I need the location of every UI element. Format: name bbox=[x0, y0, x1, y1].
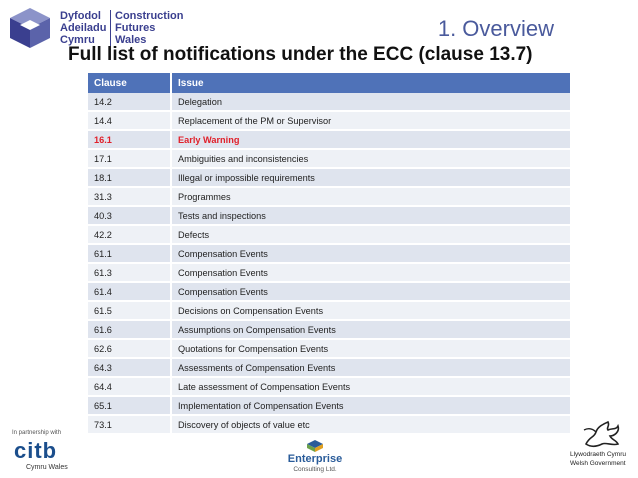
issue-cell: Decisions on Compensation Events bbox=[171, 301, 570, 320]
dragon-icon bbox=[582, 418, 622, 450]
issue-cell: Discovery of objects of value etc bbox=[171, 415, 570, 434]
table-row bbox=[88, 244, 570, 263]
issue-cell: Assumptions on Compensation Events bbox=[171, 320, 570, 339]
welsh-government-welsh: Llywodraeth Cymru bbox=[570, 451, 626, 458]
table-header-row bbox=[88, 73, 570, 93]
citb-wordmark: citb bbox=[14, 438, 58, 463]
clause-cell: 16.1 bbox=[88, 130, 171, 149]
table-row bbox=[88, 396, 570, 415]
table-row bbox=[88, 149, 570, 168]
logo-welsh bbox=[60, 10, 110, 46]
issue-cell: Delegation bbox=[171, 93, 570, 111]
clause-cell: 65.1 bbox=[88, 396, 171, 415]
cube-logo-icon bbox=[8, 6, 52, 50]
citb-logo bbox=[12, 430, 82, 474]
issue-cell: Illegal or impossible requirements bbox=[171, 168, 570, 187]
table-row bbox=[88, 415, 570, 434]
table-row bbox=[88, 320, 570, 339]
table-row bbox=[88, 282, 570, 301]
column-header-clause: Clause bbox=[88, 73, 171, 93]
clause-cell: 61.3 bbox=[88, 263, 171, 282]
clause-cell: 17.1 bbox=[88, 149, 171, 168]
issue-cell: Assessments of Compensation Events bbox=[171, 358, 570, 377]
logo-english-line-1: Construction bbox=[115, 10, 184, 22]
logo-welsh-line-1: Dyfodol bbox=[60, 10, 101, 22]
table-row bbox=[88, 93, 570, 111]
clause-cell: 61.1 bbox=[88, 244, 171, 263]
issue-cell: Late assessment of Compensation Events bbox=[171, 377, 570, 396]
logo-separator bbox=[110, 10, 111, 46]
enterprise-subtitle: Consulting Ltd. bbox=[293, 466, 337, 473]
page-title: Full list of notifications under the ECC (clause 13.7) bbox=[68, 44, 533, 65]
enterprise-crest-icon bbox=[307, 440, 323, 452]
welsh-government-english: Welsh Government bbox=[570, 460, 626, 467]
issue-cell: Early Warning bbox=[171, 130, 570, 149]
clause-cell: 40.3 bbox=[88, 206, 171, 225]
section-label: 1. Overview bbox=[437, 16, 554, 41]
table-row bbox=[88, 206, 570, 225]
logo-welsh-line-3: Cymru bbox=[60, 34, 95, 46]
table-row bbox=[88, 301, 570, 320]
issue-cell: Tests and inspections bbox=[171, 206, 570, 225]
table-row bbox=[88, 130, 570, 149]
logo-english-line-2: Futures bbox=[115, 22, 156, 34]
issue-cell: Implementation of Compensation Events bbox=[171, 396, 570, 415]
column-header-issue: Issue bbox=[171, 73, 570, 93]
clause-cell: 61.4 bbox=[88, 282, 171, 301]
issue-cell: Compensation Events bbox=[171, 244, 570, 263]
citb-subtitle: Cymru Wales bbox=[26, 464, 68, 471]
issue-cell: Quotations for Compensation Events bbox=[171, 339, 570, 358]
clause-cell: 73.1 bbox=[88, 415, 171, 434]
clause-cell: 14.4 bbox=[88, 111, 171, 130]
table-row bbox=[88, 263, 570, 282]
table-row bbox=[88, 358, 570, 377]
clause-cell: 61.5 bbox=[88, 301, 171, 320]
issue-cell: Compensation Events bbox=[171, 282, 570, 301]
logo-welsh-line-2: Adeiladu bbox=[60, 22, 107, 34]
notifications-table bbox=[88, 73, 570, 435]
welsh-government-logo bbox=[570, 418, 636, 476]
logo-english bbox=[115, 10, 195, 46]
clause-cell: 18.1 bbox=[88, 168, 171, 187]
partnership-text: In partnership with bbox=[12, 430, 62, 436]
enterprise-name: Enterprise bbox=[287, 453, 343, 465]
table-row bbox=[88, 187, 570, 206]
clause-cell: 64.3 bbox=[88, 358, 171, 377]
clause-cell: 61.6 bbox=[88, 320, 171, 339]
issue-cell: Compensation Events bbox=[171, 263, 570, 282]
clause-cell: 62.6 bbox=[88, 339, 171, 358]
issue-cell: Programmes bbox=[171, 187, 570, 206]
issue-cell: Replacement of the PM or Supervisor bbox=[171, 111, 570, 130]
table-row bbox=[88, 377, 570, 396]
enterprise-logo bbox=[270, 440, 360, 476]
logo-english-line-3: Wales bbox=[115, 34, 147, 46]
issue-cell: Defects bbox=[171, 225, 570, 244]
table-row bbox=[88, 111, 570, 130]
table-row bbox=[88, 225, 570, 244]
table-body bbox=[88, 93, 570, 434]
clause-cell: 64.4 bbox=[88, 377, 171, 396]
table-row bbox=[88, 168, 570, 187]
clause-cell: 14.2 bbox=[88, 93, 171, 111]
table-row bbox=[88, 339, 570, 358]
issue-cell: Ambiguities and inconsistencies bbox=[171, 149, 570, 168]
clause-cell: 31.3 bbox=[88, 187, 171, 206]
clause-cell: 42.2 bbox=[88, 225, 171, 244]
